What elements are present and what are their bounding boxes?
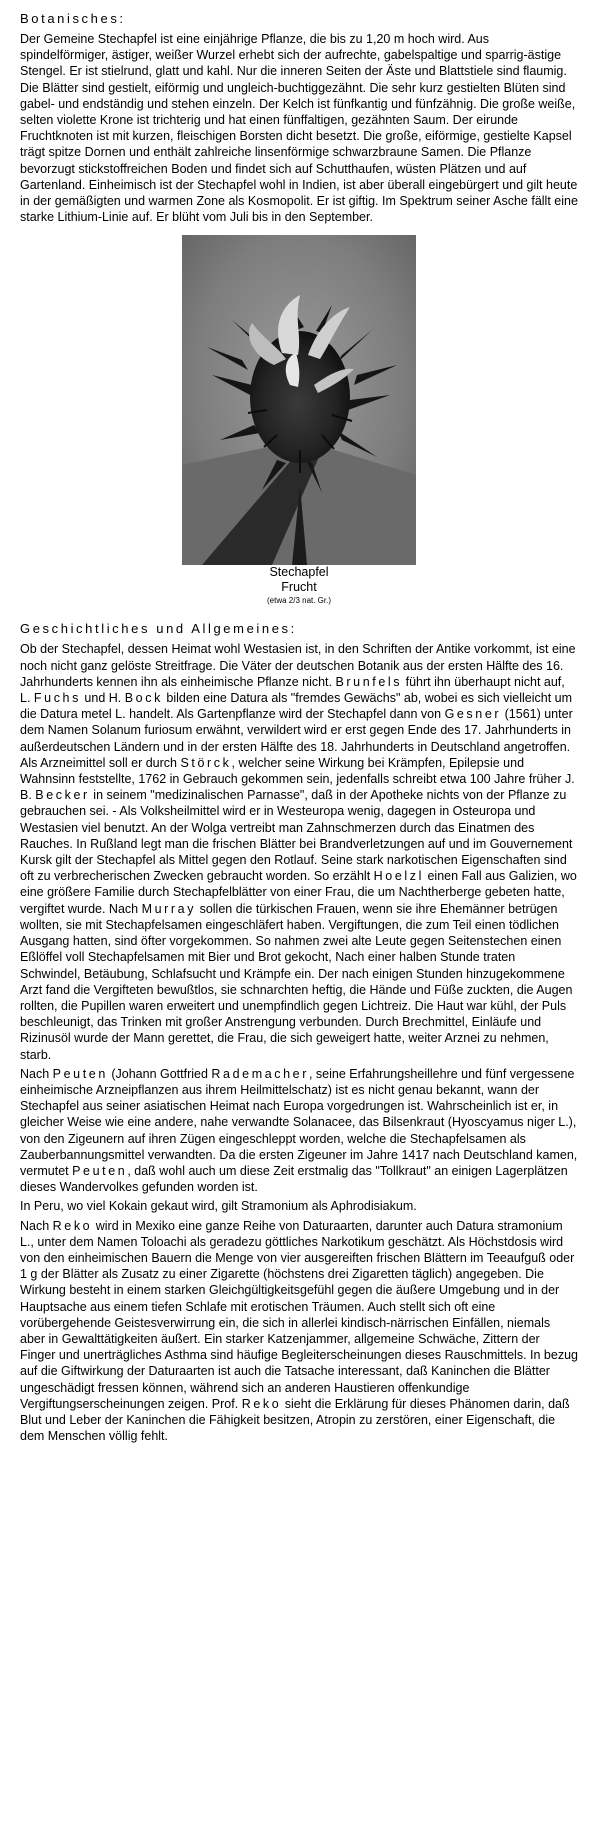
section-heading-botanik: Botanisches:	[20, 11, 126, 26]
author-name: Reko	[52, 1218, 93, 1233]
paragraph-geschichte-1	[20, 641, 578, 1062]
text-run: einen Fall aus Galizien, wo eine größere Familie durch Stechapfelblätter von einer Frau, die um Nachtherberge gebeten hatte, vergiftet wurde. Nach	[20, 869, 577, 916]
text-run: (Johann Gottfried	[107, 1066, 212, 1081]
article	[20, 10, 578, 1447]
text-run: Nach	[20, 1218, 53, 1233]
figure-stechapfel	[20, 235, 578, 606]
author-name: Fuchs	[33, 691, 81, 706]
text-run: , seine Erfahrungsheillehre und fünf vergessene einheimische Arzneipflanzen aus ihrem Heilmittelschatz) ist es nicht genau bekannt, wann der Stechapfel aus seiner asiatischen Heimat nach Europa vorgedrungen ist. Wahrscheinlich ist er, in gleicher Weise wie eine andere, nahe verwandte Solanacee, das Bilsenkraut (Hyoscyamus niger L.), von den Zigeunern auf ihren Zügen eingeschleppt worden, welche die Stechapfelsamen als Zauberbannungsmittel verwandten. Da die ersten Zigeuner im Jahre 1417 nach Deutschland kamen, vermutet	[20, 1066, 578, 1178]
author-name: Hoelzl	[373, 869, 424, 884]
text-run: , welcher seine Wirkung bei Krämpfen, Epilepsie und Wahnsinn feststellte, 1762 in Gebrauch gekommen sein, jedenfalls schreibt etwa 100 Jahre früher J. B.	[20, 755, 575, 803]
text-run: sieht die Erklärung für dieses Phänomen darin, daß Blut und Leber der Kaninchen die Fähigkeit besitzen, Atropin zu zerstören, einer Eigenschaft, die dem Menschen völlig fehlt.	[20, 1396, 570, 1444]
author-name: Murray	[141, 901, 197, 916]
author-name: Gesner	[444, 707, 502, 722]
author-name: Reko	[241, 1396, 282, 1411]
paragraph-geschichte-2	[20, 1066, 578, 1196]
text-run: bilden eine Datura als "fremdes Gewächs" ab, wobei es sich vielleicht um die Datura metel L. handelt. Als Gartenpflanze wird der Stechapfel dann von	[20, 691, 573, 722]
text-run: in seinem "medizinalischen Parnasse", daß in der Apotheke nichts von der Pflanze zu gebrauchen sei. - Als Volksheilmittel wird er in Westeuropa wenig, dagegen in Osteuropa und Westasien viel benutzt. An der Wolga vertreibt man Zahnschmerzen durch das Einatmen des Rauches. In Rußland legt man die frischen Blätter bei Brandverletzungen auf und im Gouvernement Kursk gilt der Stechapfel als Mittel gegen den Rotlauf. Seine stark narkotischen Eigenschaften sind oft zu verbrecherischen Zwecken gebraucht worden. So erzählt	[20, 788, 573, 884]
text-run: (1561) unter dem Namen Solanum furiosum erwähnt, verwildert wird er erst gegen Ende des 17. Jahrhunderts in außerdeutschen Ländern und in der ersten Hälfte des 18. Jahrhunderts in Deutschland angetroffen. Als Arzneimittel soll er durch	[20, 707, 573, 770]
text-run: Ob der Stechapfel, dessen Heimat wohl Westasien ist, in den Schriften der Antike vorkommt, ist eine noch nicht ganz gelöste Streitfrage. Die Väter der deutschen Botanik aus der ersten Hälfte des 16. Jahrhunderts kennen ihn als einheimische Pflanze nicht.	[20, 642, 576, 689]
stechapfel-fruit-photo	[182, 235, 416, 565]
author-name: Rademacher	[211, 1066, 309, 1081]
text-run: , daß wohl auch um diese Zeit erstmalig das "Tollkraut" an einigen Lagerplätzen dieses Wandervolkes gefunden worden ist.	[20, 1163, 568, 1195]
figure-caption-subtitle: Frucht	[281, 580, 317, 595]
figure-caption-scale-note: (etwa 2/3 nat. Gr.)	[266, 596, 332, 606]
author-name: Bock	[124, 691, 163, 706]
author-name: Becker	[35, 788, 90, 803]
text-run: wird in Mexiko eine ganze Reihe von Daturaarten, darunter auch Datura stramonium L., unter dem Namen Toloachi als geradezu göttliches Narkotikum geschätzt. Als Höchstdosis wird von den einheimischen Bauern die Menge von vier ausgereiften frischen Blättern im Teeaufguß oder 1 g der Blätter als Zusatz zu einer Zigarette (höchstens drei Zigaretten täglich) angegeben. Die Wirkung besteht in einem starken Gleichgültigkeitsgefühl gegen die äußere Umgebung und in der Hauptsache aus einem tiefen Schlafe mit erotischen Träumen. Auch stellt sich oft eine vorübergehende Geistesverwirrung ein, die sich in allerlei kindisch-närrischen Einfällen, niemals aber in Gewalttätigkeiten äußert. Ein starker Katzenjammer, allgemeine Schwäche, Zittern der Finger und unerträgliches Asthma sind häufige Begleiterscheinungen dieses Rauschmittels. In bezug auf die Giftwirkung der Daturaarten ist auch die Tatsache interessant, daß Kaninchen die Blätter ungeschädigt fressen können, während sich an anderen Haustieren offenkundige Vergiftungserscheinungen zeigen. Prof.	[20, 1218, 578, 1411]
text-run: führt ihn überhaupt nicht auf, L.	[20, 674, 565, 706]
text-run: und H.	[80, 691, 125, 706]
author-name: Störck	[180, 755, 232, 770]
section-heading-geschichte: Geschichtliches und Allgemeines:	[20, 621, 297, 637]
figure-caption-title: Stechapfel	[269, 565, 329, 580]
author-name: Peuten	[72, 1163, 128, 1178]
text-run: Nach	[20, 1066, 53, 1081]
paragraph-geschichte-3: In Peru, wo viel Kokain gekaut wird, gilt Stramonium als Aphrodisiakum.	[20, 1199, 417, 1214]
paragraph-botanik: Der Gemeine Stechapfel ist eine einjährige Pflanze, die bis zu 1,20 m hoch wird. Aus spindelförmiger, ästiger, weißer Wurzel erhebt sich der aufrechte, gabelspaltige und sparrig-ästige Stengel. Er ist stielrund, glatt und kahl. Nur die inneren Seiten der Äste und Blattstiele sind flaumig. Die Blätter sind gestielt, eiförmig und ungleich-buchtiggezähnt. Die sehr kurz gestielten Blüten sind gabel- und endständig und stehen einzeln. Der Kelch ist fünfkantig und fünfzähnig. Die große weiße, selten violette Krone ist trichterig und hat einen fünffaltigen, gezähnten Saum. Der eirunde Fruchtknoten ist mit kurzen, fleischigen Borsten dicht besetzt. Die große, eiförmige, gestielte Kapsel trägt spitze Dornen und enthält zahlreiche linsenförmige schwarzbraune Samen. Die Pflanze bevorzugt stickstoffreichen Boden und findet sich auf Schutthaufen, wüsten Plätzen und auf Gartenland. Einheimisch ist der Stechapfel wohl in Indien, ist aber überall eingebürgert und gilt heute in der gemäßigten und warmen Zone als Kosmopolit. Er ist giftig. Im Spektrum seiner Asche fällt eine starke Lithium-Linie auf. Er blüht vom Juli bis in den September.	[20, 32, 578, 225]
author-name: Brunfels	[335, 674, 403, 689]
text-run: sollen die türkischen Frauen, wenn sie ihre Ehemänner betrügen wollten, sie mit Stechapfelsamen eingeschläfert haben. Vergiftungen, die zum Teil einen tödlichen Ausgang hatten, sind öfter vorgekommen. So nahmen zwei alte Leute gegen Seitenstechen einen Eßlöffel voll Stechapfelsamen mit Bier und Brot gekocht, Nach einer halben Stunde traten Schwindel, Betäubung, Schlafsucht und Krämpfe ein. Der nach einigen Stunden hinzugekommene Arzt fand die Vergifteten bewußtlos, sie schnarchten heftig, die Hände und Füße zuckten, die Augen rollten, die Pupillen waren erweitert und unempfindlich gegen Lichtreiz. Die Haut war kühl, der Puls beschleunigt, das Trinken mit großer Anstrengung verbunden. Durch Brechmittel, Einläufe und Rizinusöl wurde der Mann gerettet, die Frau, die sich geweigert hatte, weiter Arznei zu nehmen, starb.	[20, 901, 573, 1062]
author-name: Peuten	[52, 1066, 108, 1081]
paragraph-geschichte-4	[20, 1218, 578, 1445]
